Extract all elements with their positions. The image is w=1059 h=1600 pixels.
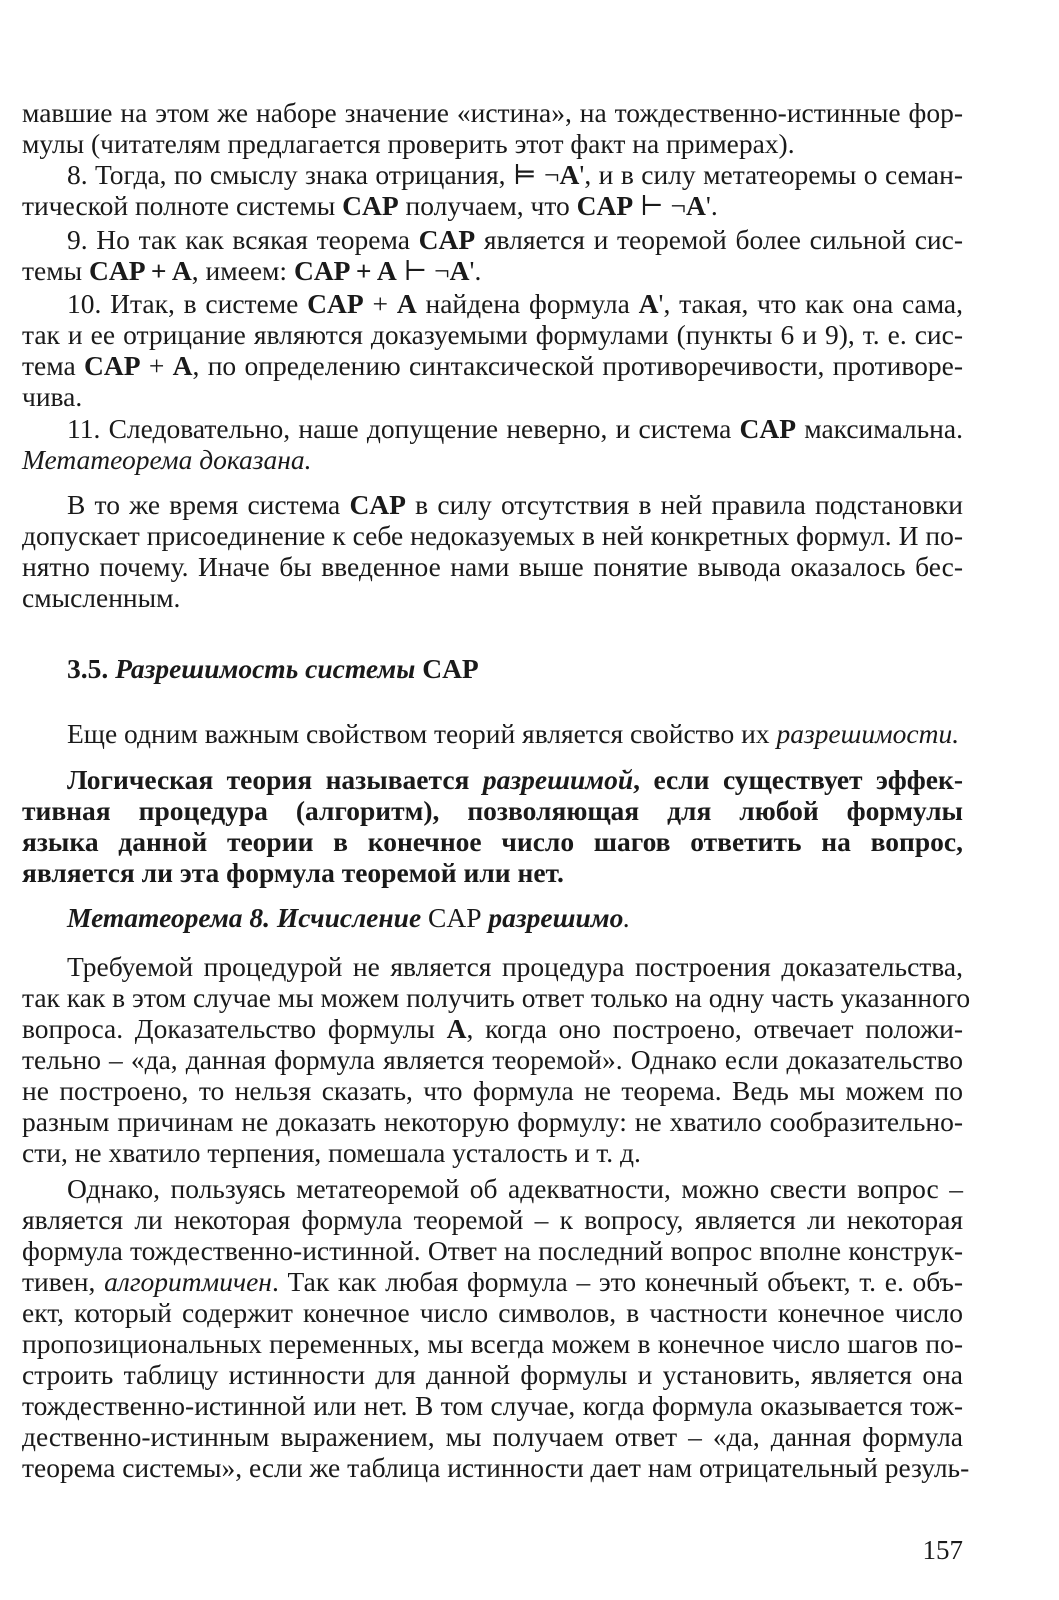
text-line: так и ее отрицание являются доказуемыми формулами (пункты 6 и 9), т. е. сис- bbox=[22, 319, 963, 350]
text-line: нятно почему. Иначе бы введенное нами выше понятие вывода оказалось бес- bbox=[22, 551, 963, 582]
text-line: вопроса. Доказательство формулы A, когда оно построено, отвечает положи- bbox=[22, 1013, 963, 1044]
text-line: так как в этом случае мы можем получить ответ только на одну часть указанного bbox=[22, 982, 971, 1013]
text-line: является ли некоторая формула теоремой – к вопросу, является ли некоторая bbox=[22, 1204, 963, 1235]
text-line: тождественно-истинной или нет. В том случае, когда формула оказывается тож- bbox=[22, 1390, 963, 1421]
text-line: 11. Следовательно, наше допущение неверно, и система CAP максимальна. bbox=[67, 413, 963, 444]
page-number: 157 bbox=[922, 1535, 963, 1565]
definition-line: тивная процедура (алгоритм), позволяющая для любой формулы bbox=[22, 795, 963, 826]
text-line: темы CAP + A, имеем: CAP + A ⊢ ¬A'. bbox=[22, 255, 482, 286]
text-line: формула тождественно-истинной. Ответ на последний вопрос вполне конструк- bbox=[22, 1235, 963, 1266]
text-line: Требуемой процедурой не является процедура построения доказательства, bbox=[67, 951, 963, 982]
text-line: 10. Итак, в системе CAP + A найдена формула A', такая, что как она сама, bbox=[67, 288, 964, 319]
text-line: пропозициональных переменных, мы всегда можем в конечное число шагов по- bbox=[22, 1328, 963, 1359]
text-line: тической полноте системы CAP получаем, что CAP ⊢ ¬A'. bbox=[22, 190, 718, 221]
text-line: допускает присоединение к себе недоказуемых в ней конкретных формул. И по- bbox=[22, 520, 963, 551]
text-line: смысленным. bbox=[22, 582, 181, 613]
text-line: тема CAP + A, по определению синтаксической противоречивости, противоре- bbox=[22, 350, 963, 381]
text-line: 8. Тогда, по смыслу знака отрицания, ⊨ ¬A', и в силу метатеоремы о семан- bbox=[67, 159, 964, 190]
text-line: Однако, пользуясь метатеоремой об адекватности, можно свести вопрос – bbox=[67, 1173, 963, 1204]
definition-line: является ли эта формула теоремой или нет. bbox=[22, 857, 564, 888]
section-heading: 3.5. Разрешимость системы CAP bbox=[67, 653, 479, 684]
text-line: разным причинам не доказать некоторую формулу: не хватило сообразительно- bbox=[22, 1106, 963, 1137]
text-line: мавшие на этом же наборе значение «истина», на тождественно-истинные фор- bbox=[22, 97, 963, 128]
text-line: Еще одним важным свойством теорий является свойство их разрешимости. bbox=[67, 718, 960, 749]
definition-line: Логическая теория называется разрешимой, если существует эффек- bbox=[67, 764, 963, 795]
text-line: строить таблицу истинности для данной формулы и установить, является она bbox=[22, 1359, 963, 1390]
text-line: ект, который содержит конечное число символов, в частности конечное число bbox=[22, 1297, 963, 1328]
text-line: Метатеорема доказана. bbox=[22, 444, 312, 475]
text-line: сти, не хватило терпения, помешала усталость и т. д. bbox=[22, 1137, 641, 1168]
text-line: теорема системы», если же таблица истинности дает нам отрицательный резуль- bbox=[22, 1452, 970, 1483]
metatheorem-heading: Метатеорема 8. Исчисление CAP разрешимо. bbox=[67, 902, 631, 933]
text-line: тивен, алгоритмичен. Так как любая формула – это конечный объект, т. е. объ- bbox=[22, 1266, 963, 1297]
text-line: мулы (читателям предлагается проверить этот факт на примерах). bbox=[22, 128, 795, 159]
text-line: не построено, то нельзя сказать, что формула не теорема. Ведь мы можем по bbox=[22, 1075, 963, 1106]
text-line: чива. bbox=[22, 381, 83, 412]
text-line: дественно-истинным выражением, мы получаем ответ – «да, данная формула bbox=[22, 1421, 963, 1452]
text-line: В то же время система CAP в силу отсутствия в ней правила подстановки bbox=[67, 489, 964, 520]
text-line: тельно – «да, данная формула является теоремой». Однако если доказательство bbox=[22, 1044, 963, 1075]
definition-line: языка данной теории в конечное число шагов ответить на вопрос, bbox=[22, 826, 963, 857]
text-line: 9. Но так как всякая теорема CAP является и теоремой более сильной сис- bbox=[67, 224, 963, 255]
